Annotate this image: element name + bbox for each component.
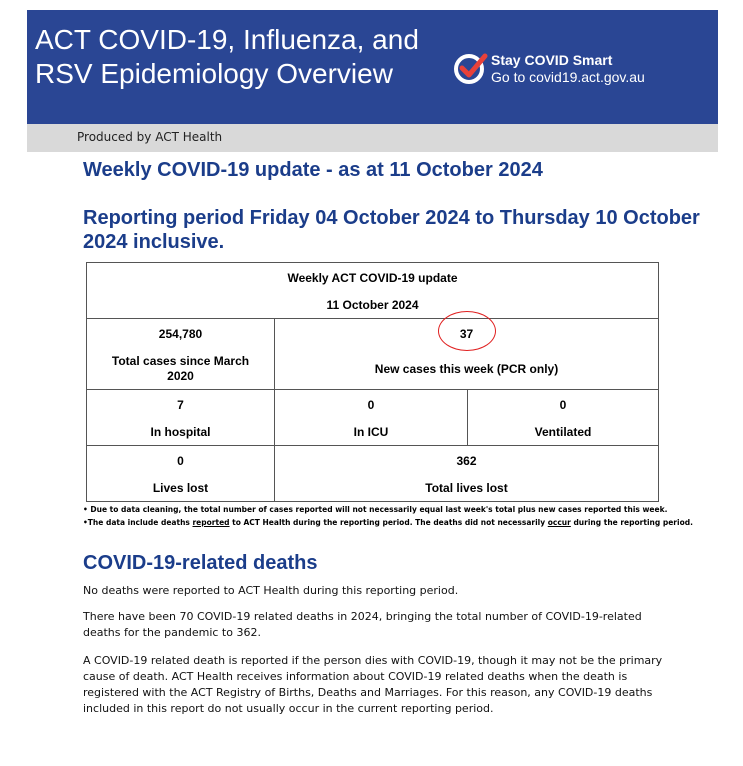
lives-lost-value: 0 [177,454,184,468]
total-cases-cell [87,319,275,390]
deaths-paragraph-2: There have been 70 COVID-19 related deaths in 2024, bringing the total number of COVID-19-related deaths for the pandemic to 362. [83,610,642,639]
produced-by-text: Produced by ACT Health [77,130,223,144]
weekly-update-heading: Weekly COVID-19 update - as at 11 October 2024 [83,159,543,181]
total-cases-label: Total cases since March 2020 [111,354,250,383]
check-circle-icon [452,50,488,86]
icu-value: 0 [367,398,375,412]
deaths-paragraph-3: A COVID-19 related death is reported if the person dies with COVID-19, though it may not be the primary cause of death. ACT Health receives information about COVID-19 related deaths when the death is registered with the ACT Registry of Births, Deaths and Marriages. For this reason, any COVID-19 deaths included in this report do not usually occur in the current reporting period. [83,654,663,715]
table-footnotes [83,503,693,529]
logo-tagline: Stay COVID Smart [491,52,613,68]
logo-url: Go to covid19.act.gov.au [491,69,645,85]
footnote-underlined: reported [192,518,230,527]
ventilated-value: 0 [559,398,567,412]
lives-lost-cell [87,446,275,502]
total-lives-lost-value: 362 [456,454,477,468]
total-cases-value: 254,780 [158,327,203,341]
table-header-cell [87,263,659,319]
new-cases-label: New cases this week (PCR only) [374,362,559,376]
title-line-1: ACT COVID-19, Influenza, and [35,24,419,55]
footnote-data-cleaning: • Due to data cleaning, the total number of cases reported will not necessarily equal last week's total plus new cases reported this week. [83,505,668,514]
footnote-underlined: occur [547,518,571,527]
stay-covid-smart-logo [491,52,645,86]
table-title: Weekly ACT COVID-19 update [287,271,458,285]
footnote-text: to ACT Health during the reporting period. The deaths did not necessarily [229,518,548,527]
hospital-value: 7 [177,398,184,412]
ventilated-label: Ventilated [534,425,592,439]
footnote-text: •The data include deaths [83,518,193,527]
total-lives-lost-cell [275,446,659,502]
title-line-2: RSV Epidemiology Overview [35,58,393,89]
footnote-deaths-reported [83,516,693,529]
new-cases-value: 37 [459,327,474,341]
footnote-text: during the reporting period. [570,518,693,527]
ventilated-cell [468,390,659,446]
reporting-period-heading: Reporting period Friday 04 October 2024 to Thursday 10 October 2024 inclusive. [83,207,700,253]
deaths-paragraph-1: No deaths were reported to ACT Health during this reporting period. [83,584,459,597]
weekly-update-table [86,262,659,502]
report-title [35,23,419,91]
produced-by-bar [27,124,718,152]
total-lives-lost-label: Total lives lost [425,481,508,495]
hospital-cell [87,390,275,446]
icu-label: In ICU [353,425,389,439]
hospital-label: In hospital [150,425,211,439]
icu-cell [275,390,468,446]
covid-deaths-heading: COVID-19-related deaths [83,552,318,574]
lives-lost-label: Lives lost [152,481,209,495]
header-banner [27,10,718,124]
table-date: 11 October 2024 [326,298,419,312]
new-cases-annotation-circle [438,311,496,351]
